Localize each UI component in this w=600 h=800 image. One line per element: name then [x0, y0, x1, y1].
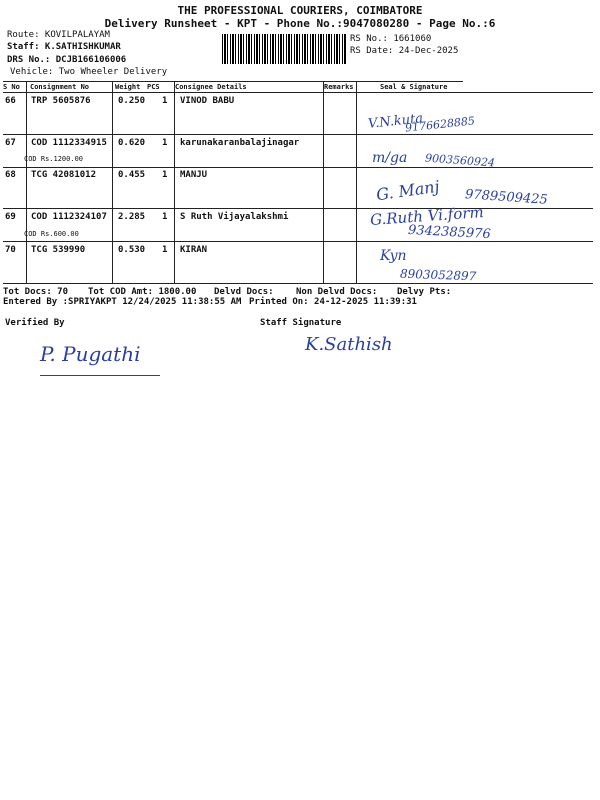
verified-by-label: Verified By — [5, 318, 65, 328]
runsheet-title: Delivery Runsheet - KPT - Phone No.:9047080280 - Page No.:6 — [104, 17, 496, 30]
col-pcs: PCS — [147, 83, 160, 91]
col-consignment: Consignment No — [30, 83, 90, 91]
verified-signature-stroke — [40, 375, 160, 376]
row-weight: 0.455 — [118, 170, 146, 180]
row-sno: 68 — [5, 170, 16, 180]
row-consignee: VINOD BABU — [180, 96, 235, 106]
row-consignee: MANJU — [180, 170, 208, 180]
drs-number: DRS No.: DCJB166106006 — [7, 55, 127, 65]
staff-signature: K.Sathish — [305, 334, 393, 355]
verified-signature: P. Pugathi — [40, 342, 141, 366]
row-signature-phone: 9789509425 — [464, 187, 549, 208]
row-cod-note: COD Rs.1200.00 — [24, 155, 84, 163]
rs-number: RS No.: 1661060 — [350, 34, 432, 44]
row-consignment: TRP 5605876 — [31, 96, 91, 106]
row-consignee: KIRAN — [180, 245, 208, 255]
staff-label: Staff: K.SATHISHKUMAR — [7, 42, 121, 52]
delivery-points: Delvy Pts: — [397, 287, 452, 297]
row-weight: 2.285 — [118, 212, 146, 222]
barcode — [222, 34, 346, 64]
col-weight: Weight — [115, 83, 141, 91]
row-consignment: COD 1112324107 — [31, 212, 107, 222]
row-pcs: 1 — [162, 212, 168, 222]
row-weight: 0.530 — [118, 245, 146, 255]
row-signature: G. Manj — [374, 176, 441, 205]
row-sno: 66 — [5, 96, 16, 106]
col-remarks: Remarks — [324, 83, 354, 91]
row-pcs: 1 — [162, 138, 168, 148]
route-label: Route: KOVILPALAYAM — [7, 30, 110, 40]
row-sno: 70 — [5, 245, 16, 255]
printed-on: Printed On: 24-12-2025 11:39:31 — [249, 297, 417, 307]
total-docs: Tot Docs: 70 — [3, 287, 69, 297]
row-pcs: 1 — [162, 245, 168, 255]
row-cod-note: COD Rs.600.00 — [24, 230, 79, 238]
row-signature-phone: 9003560924 — [424, 151, 496, 170]
row-signature: V.N.kuta — [367, 111, 424, 132]
row-pcs: 1 — [162, 170, 168, 180]
entered-by: Entered By :SPRIYAKPT 12/24/2025 11:38:55 AM — [3, 297, 242, 307]
staff-signature-label: Staff Signature — [260, 318, 342, 328]
row-consignee: karunakaranbalajinagar — [180, 138, 300, 148]
row-signature: Kyn — [380, 248, 407, 264]
row-sno: 67 — [5, 138, 16, 148]
row-consignment: TCG 539990 — [31, 245, 86, 255]
row-sno: 69 — [5, 212, 16, 222]
non-delivered-docs: Non Delvd Docs: — [296, 287, 378, 297]
row-signature-phone: 8903052897 — [399, 266, 477, 284]
col-sno: S No — [3, 83, 20, 91]
total-cod-amount: Tot COD Amt: 1800.00 — [88, 287, 197, 297]
delivered-docs: Delvd Docs: — [214, 287, 274, 297]
company-name: THE PROFESSIONAL COURIERS, COIMBATORE — [177, 4, 423, 17]
rs-date: RS Date: 24-Dec-2025 — [350, 46, 459, 56]
row-consignment: TCG 42081012 — [31, 170, 97, 180]
row-pcs: 1 — [162, 96, 168, 106]
row-consignment: COD 1112334915 — [31, 138, 107, 148]
row-signature-phone: 9176628885 — [404, 114, 476, 135]
row-weight: 0.250 — [118, 96, 146, 106]
row-consignee: S Ruth Vijayalakshmi — [180, 212, 289, 222]
col-consignee: Consignee Details — [175, 83, 247, 91]
row-weight: 0.620 — [118, 138, 146, 148]
row-signature: m/ga — [372, 150, 408, 166]
row-signature-phone: 9342385976 — [407, 222, 492, 243]
vehicle-label: Vehicle: Two Wheeler Delivery — [10, 67, 168, 77]
row-signature: G.Ruth Vi.form — [369, 203, 485, 229]
col-seal-signature: Seal & Signature — [380, 83, 448, 91]
